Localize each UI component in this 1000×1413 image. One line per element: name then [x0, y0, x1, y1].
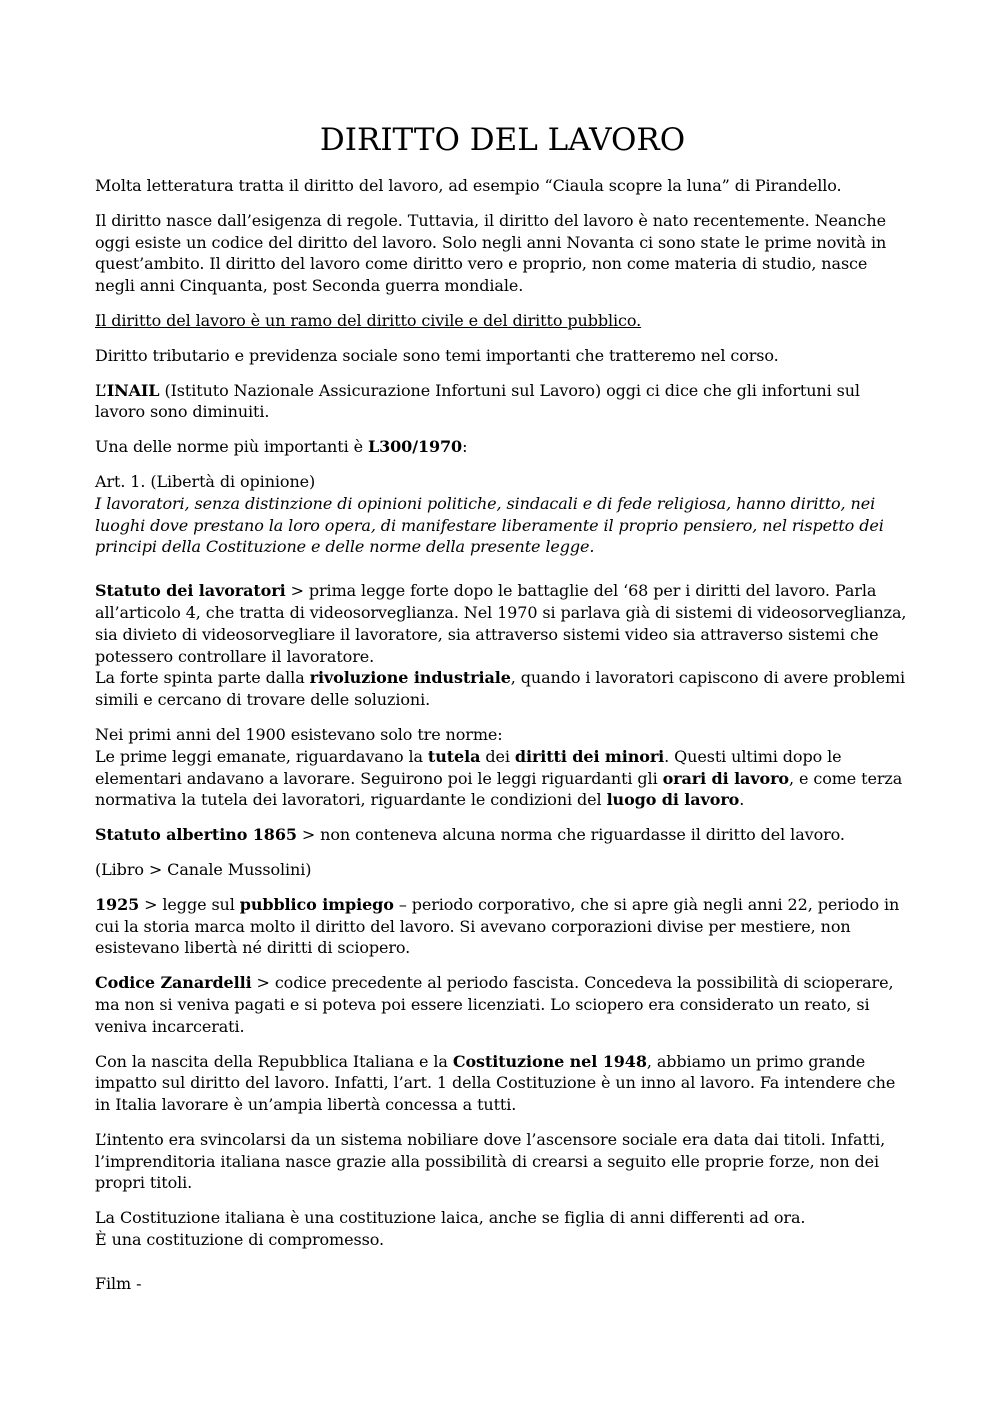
- text-run: (Istituto Nazionale Assicurazione Infortuni sul Lavoro) oggi ci dice che gli infortuni sul lavoro sono diminuiti.: [95, 380, 860, 422]
- document-page: [95, 120, 910, 1308]
- article-text: I lavoratori, senza distinzione di opinioni politiche, sindacali e di fede religiosa, hanno diritto, nei luoghi dove prestano la loro opera, di manifestare liberamente il proprio pensiero, nel rispetto dei principi della Costituzione e delle norme della presente legge.: [95, 493, 884, 557]
- paragraph-libro: (Libro > Canale Mussolini): [95, 859, 312, 879]
- bold-zanardelli: Codice Zanardelli: [95, 973, 252, 993]
- paragraph-rivoluzione: [95, 667, 910, 711]
- text-run: :: [462, 437, 468, 457]
- paragraph-intento: L’intento era svincolarsi da un sistema nobiliare dove l’ascensore sociale era data dai titoli. Infatti, l’imprenditoria italiana nasce grazie alla possibilità di crearsi a seguito elle proprie forze, non dei propri titoli.: [95, 1129, 886, 1193]
- bold-costituzione: Costituzione nel 1948: [452, 1051, 647, 1071]
- paragraph-film: Film -: [95, 1273, 142, 1293]
- bold-inail: INAIL: [106, 380, 160, 400]
- text-run: La forte spinta parte dalla: [95, 668, 310, 688]
- paragraph-tre-norme: Nei primi anni del 1900 esistevano solo tre norme:: [95, 724, 503, 744]
- paragraph-intro: Molta letteratura tratta il diritto del lavoro, ad esempio “Ciaula scopre la luna” di Pirandello.: [95, 176, 842, 195]
- text-run: – periodo corporativo, che si apre già negli anni 22, periodo in cui la storia marca molto il diritto del lavoro. Si avevano corporazioni divise per mestiere, non esistevano libertà né diritti di sciopero.: [95, 894, 900, 958]
- text-run: dei: [480, 746, 515, 766]
- text-run: > legge sul: [139, 894, 240, 914]
- text-run: Con la nascita della Repubblica Italiana e la: [95, 1051, 453, 1071]
- article-heading: Art. 1. (Libertà di opinione): [95, 471, 316, 491]
- paragraph-origin: Il diritto nasce dall’esigenza di regole. Tuttavia, il diritto del lavoro è nato recentemente. Neanche oggi esiste un codice del diritto del lavoro. Solo negli anni Novanta ci sono state le prime novità in quest’ambito. Il diritto del lavoro come diritto vero e proprio, non come materia di studio, nasce negli anni Cinquanta, post Seconda guerra mondiale.: [95, 210, 887, 296]
- text-run: > codice precedente al periodo fascista. Concedeva la possibilità di scioperare, ma non si veniva pagati e si poteva poi essere licenziati. Lo sciopero era considerato un reato, si veniva incarcerati.: [95, 973, 894, 1036]
- paragraph-laica: La Costituzione italiana è una costituzione laica, anche se figlia di anni differenti ad ora.: [95, 1208, 806, 1228]
- text-run: .: [739, 790, 745, 810]
- text-run: L’: [95, 380, 107, 400]
- text-run: > non conteneva alcuna norma che riguardasse il diritto del lavoro.: [296, 825, 845, 845]
- bold-rivoluzione: rivoluzione industriale: [309, 668, 511, 688]
- bold-tutela: tutela: [427, 746, 481, 766]
- paragraph-branch-underlined: Il diritto del lavoro è un ramo del diritto civile e del diritto pubblico.: [95, 310, 642, 330]
- paragraph-prime-leggi: [95, 746, 910, 811]
- paragraph-costituzione: [95, 1051, 910, 1116]
- bold-minori: diritti dei minori: [514, 746, 665, 766]
- paragraph-zanardelli: [95, 972, 910, 1037]
- paragraph-inail: [95, 380, 910, 424]
- text-run: Una delle norme più importanti è: [95, 437, 368, 457]
- text-run: . Questi ultimi dopo le elementari andavano a lavorare. Seguirono poi le leggi riguardanti gli: [95, 746, 842, 788]
- text-run: , abbiamo un primo grande impatto sul diritto del lavoro. Infatti, l’art. 1 della Costituzione è un inno al lavoro. Fa intendere che in Italia lavorare è un’ampia libertà concessa a tutti.: [95, 1051, 896, 1115]
- bold-law: L300/1970: [367, 437, 463, 457]
- paragraph-statuto-albertino: [95, 824, 910, 846]
- text-run: , e come terza normativa la tutela dei lavoratori, riguardante le condizioni del: [95, 768, 903, 810]
- paragraph-1925: [95, 894, 910, 959]
- bold-albertino: Statuto albertino 1865: [95, 825, 297, 845]
- text-run: > prima legge forte dopo le battaglie del ‘68 per i diritti del lavoro. Parla all’articolo 4, che tratta di videosorveglianza. Nel 1970 si parlava già di sistemi di videosorveglianza, sia divieto di videosorvegliare il lavoratore, sia attraverso sistemi video sia attraverso sistemi che potessero controllare il lavoratore.: [95, 581, 907, 666]
- paragraph-compromesso: È una costituzione di compromesso.: [95, 1230, 384, 1250]
- text-run: Le prime leggi emanate, riguardavano la: [95, 746, 428, 766]
- paragraph-statuto-lavoratori: [95, 580, 910, 667]
- paragraph-topics: Diritto tributario e previdenza sociale sono temi importanti che tratteremo nel corso.: [95, 345, 779, 365]
- bold-luogo: luogo di lavoro: [606, 790, 740, 810]
- text-run: , quando i lavoratori capiscono di avere problemi simili e cercano di trovare delle soluzioni.: [95, 668, 906, 710]
- bold-statuto: Statuto dei lavoratori: [95, 581, 286, 601]
- bold-year: 1925: [95, 894, 140, 914]
- bold-orari: orari di lavoro: [662, 768, 789, 788]
- paragraph-norm: [95, 436, 910, 458]
- bold-impiego: pubblico impiego: [239, 894, 394, 914]
- document-title: DIRITTO DEL LAVORO: [319, 122, 686, 158]
